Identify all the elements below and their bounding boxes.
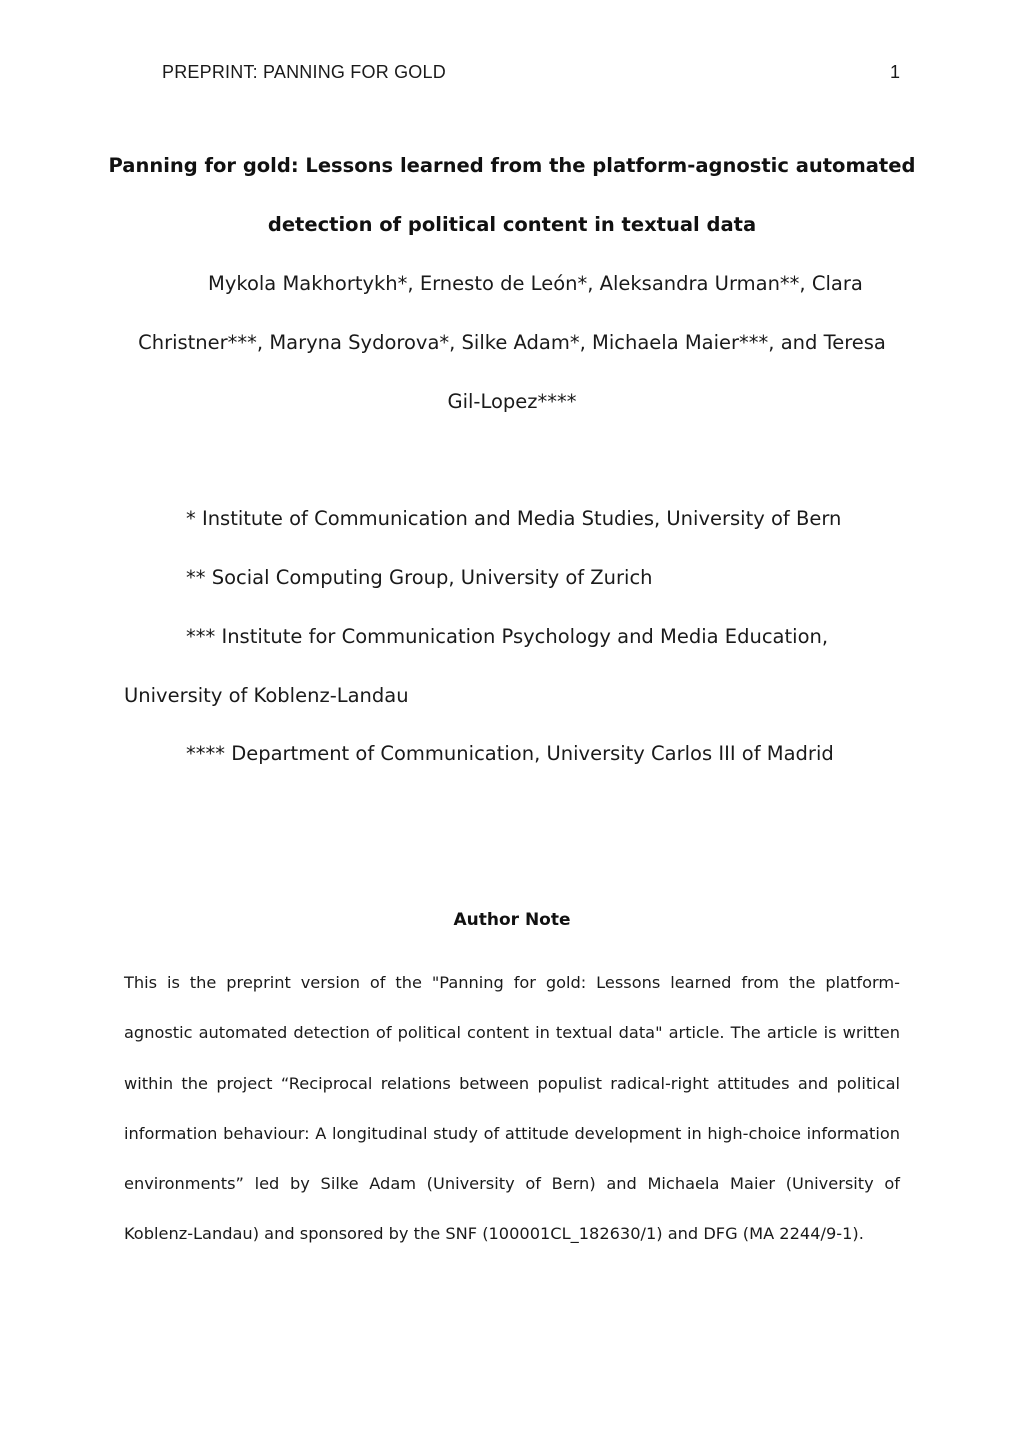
- affiliation-madrid: **** Department of Communication, University Carlos III of Madrid: [186, 742, 834, 765]
- affiliation-zurich: ** Social Computing Group, University of Zurich: [186, 566, 653, 589]
- authors-line-1: Mykola Makhortykh*, Ernesto de León*, Aleksandra Urman**, Clara: [208, 272, 863, 295]
- affiliation-bern: * Institute of Communication and Media Studies, University of Bern: [186, 507, 842, 530]
- affiliation-koblenz-line-2: University of Koblenz-Landau: [124, 684, 409, 707]
- running-head: PREPRINT: PANNING FOR GOLD: [162, 62, 446, 82]
- page-number: 1: [889, 62, 900, 82]
- authors-line-3: Gil-Lopez****: [447, 390, 577, 413]
- author-note-text: This is the preprint version of the "Panning for gold: Lessons learned from the platform-agnostic automated detection of political content in textual data" article. The article is written within the project “Reciprocal relations between populist radical-right attitudes and political information behaviour: A longitudinal study of attitude development in high-choice information environments” led by Silke Adam (University of Bern) and Michaela Maier (University of Koblenz-Landau) and sponsored by the SNF (100001CL_182630/1) and DFG (MA 2244/9-1).: [124, 973, 900, 1244]
- author-note-heading: Author Note: [453, 910, 571, 930]
- authors-line-2: Christner***, Maryna Sydorova*, Silke Adam*, Michaela Maier***, and Teresa: [138, 331, 886, 354]
- title-line-1: Panning for gold: Lessons learned from the platform-agnostic automated: [108, 154, 916, 177]
- title-line-2: detection of political content in textual data: [267, 213, 757, 236]
- affiliation-koblenz-line-1: *** Institute for Communication Psychology and Media Education,: [186, 625, 829, 648]
